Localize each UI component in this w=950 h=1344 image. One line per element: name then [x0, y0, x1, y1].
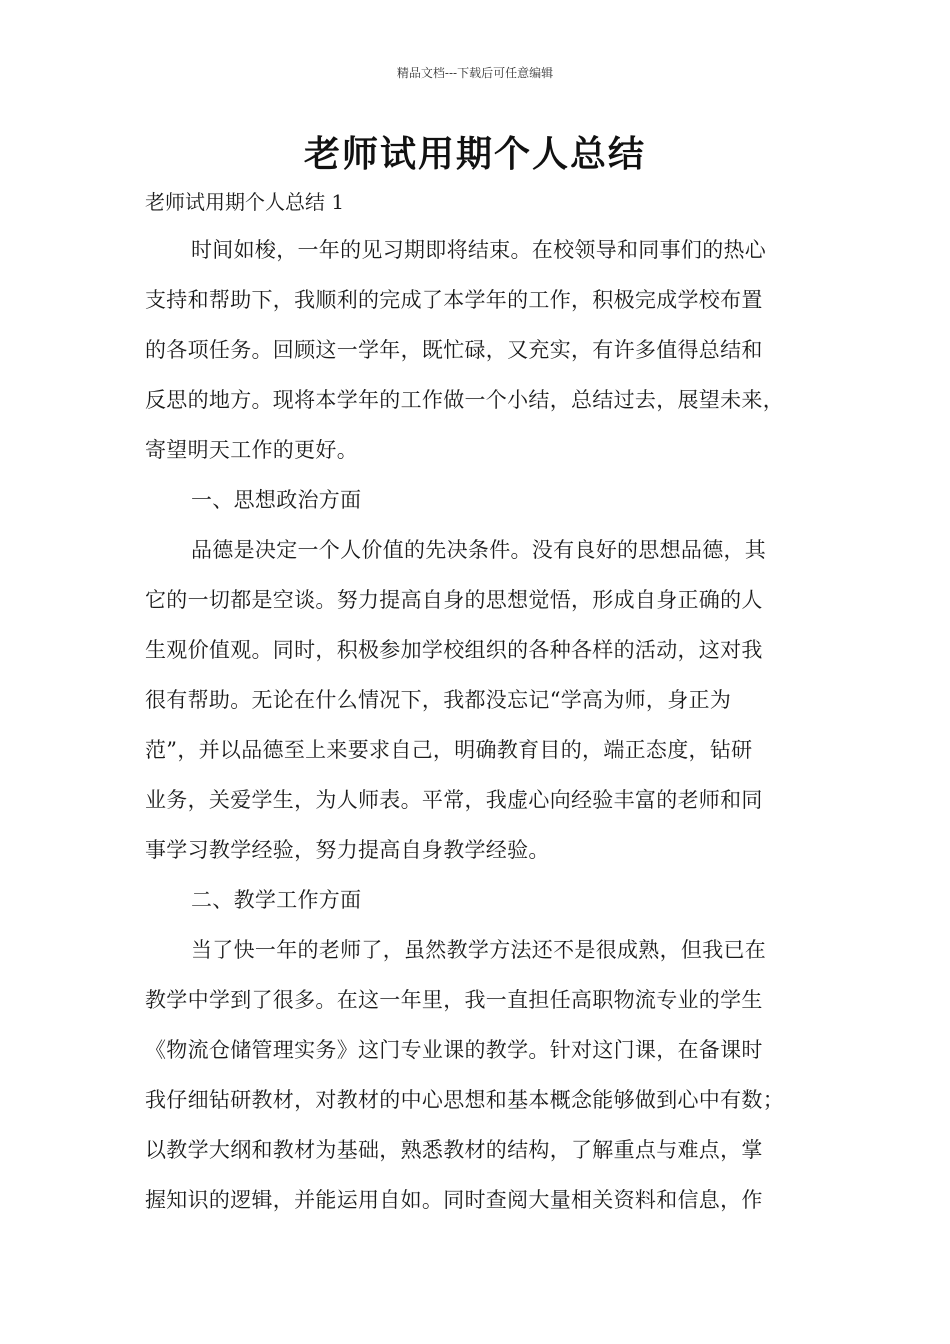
section-heading: 一、思想政治方面	[191, 488, 362, 512]
text-line: 品德是决定一个人价值的先决条件。没有良好的思想品德，其	[191, 538, 767, 562]
text-line: 时间如梭，一年的见习期即将结束。在校领导和同事们的热心	[191, 238, 767, 262]
text-line: 它的一切都是空谈。努力提高自身的思想觉悟，形成自身正确的人	[145, 588, 763, 612]
text-line: 教学中学到了很多。在这一年里，我一直担任高职物流专业的学生	[145, 988, 763, 1012]
text-line: 以教学大纲和教材为基础，熟悉教材的结构，了解重点与难点，掌	[145, 1138, 763, 1162]
text-line: 当了快一年的老师了，虽然教学方法还不是很成熟，但我已在	[191, 938, 767, 962]
document-body	[145, 232, 813, 1232]
text-line: 业务，关爱学生，为人师表。平常，我虚心向经验丰富的老师和同	[145, 788, 763, 812]
text-line: 生观价值观。同时，积极参加学校组织的各种各样的活动，这对我	[145, 638, 763, 662]
text-line: 支持和帮助下，我顺利的完成了本学年的工作，积极完成学校布置	[145, 288, 763, 312]
text-line: 的各项任务。回顾这一学年，既忙碌，又充实，有许多值得总结和	[145, 338, 763, 362]
text-line: 范”，并以品德至上来要求自己，明确教育目的，端正态度，钻研	[145, 738, 753, 762]
section-heading: 二、教学工作方面	[191, 888, 362, 912]
text-line: 我仔细钻研教材，对教材的中心思想和基本概念能够做到心中有数；	[145, 1088, 784, 1112]
text-line: 寄望明天工作的更好。	[145, 438, 358, 462]
text-line: 反思的地方。现将本学年的工作做一个小结，总结过去，展望未来，	[145, 388, 784, 412]
text-line: 事学习教学经验，努力提高自身教学经验。	[145, 838, 550, 862]
section-subtitle: 老师试用期个人总结 1	[145, 190, 345, 214]
header-note: 精品文档---下载后可任意编辑	[396, 66, 554, 80]
document-title: 老师试用期个人总结	[303, 133, 646, 175]
text-line: 《物流仓储管理实务》这门专业课的教学。针对这门课，在备课时	[145, 1038, 763, 1062]
text-line: 很有帮助。无论在什么情况下，我都没忘记“学高为师，身正为	[145, 688, 732, 712]
text-line: 握知识的逻辑，并能运用自如。同时查阅大量相关资料和信息，作	[145, 1188, 763, 1212]
